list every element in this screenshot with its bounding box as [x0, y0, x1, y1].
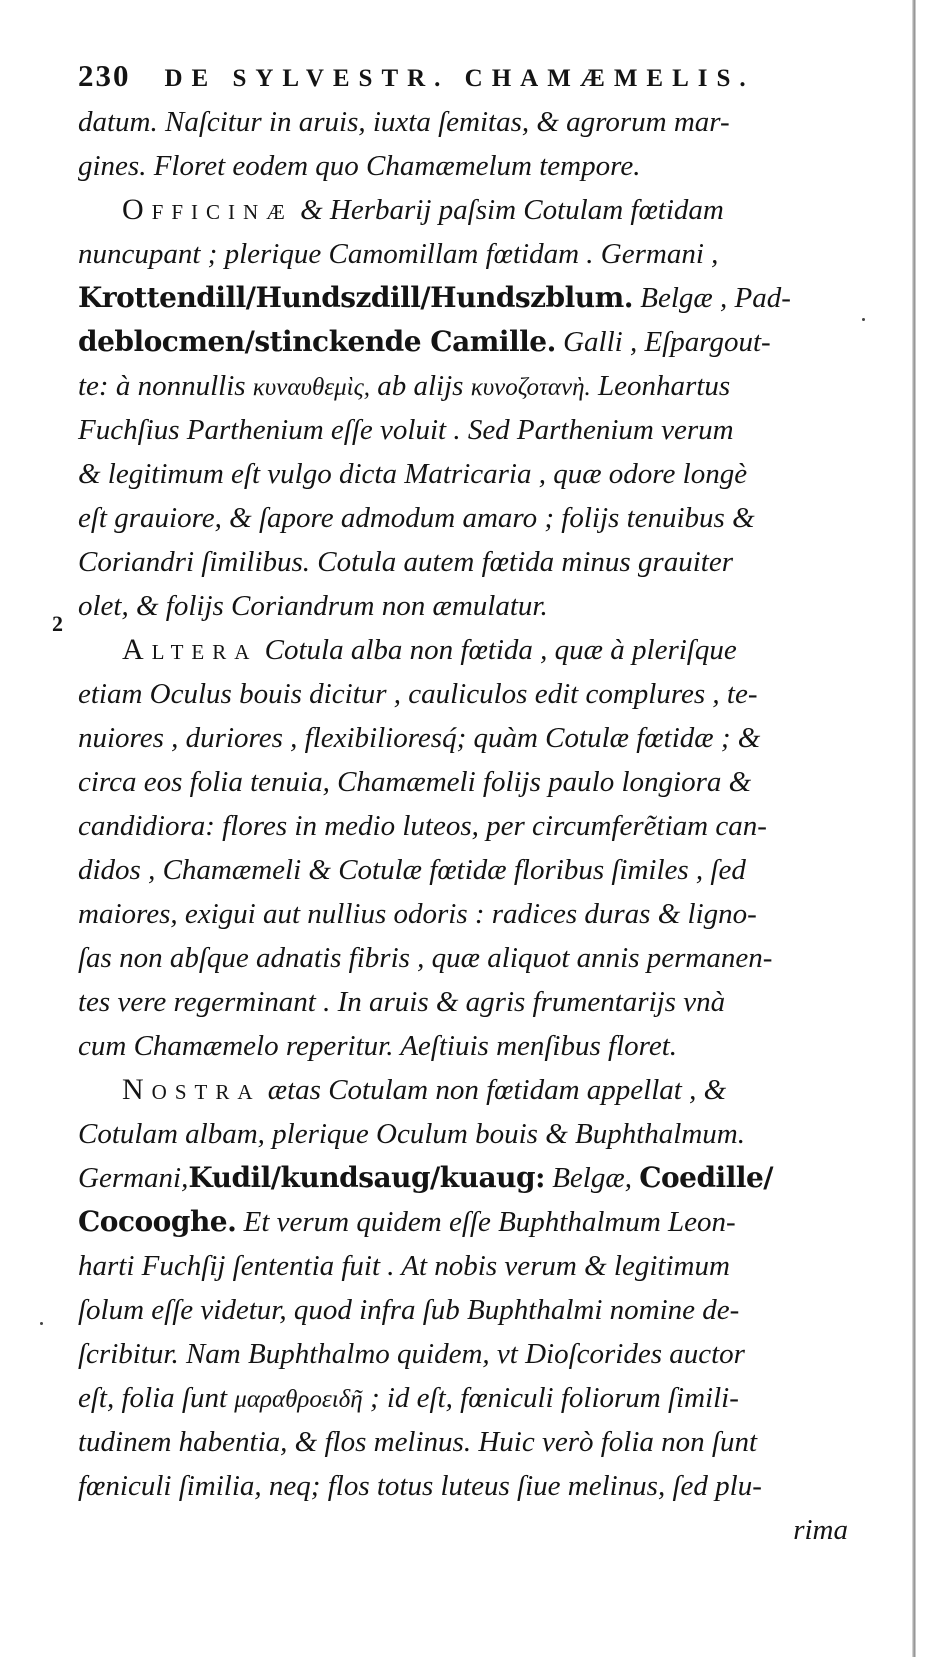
- text-line: & legitimum eſt vulgo dicta Matricaria , quæ odore longè: [78, 458, 748, 490]
- text-span: ætas Cotulam non fœtidam appellat , &: [260, 1074, 727, 1106]
- page-header: [78, 58, 838, 98]
- text-line: ſcribitur. Nam Buphthalmo quidem, vt Dioſcorides auctor: [78, 1338, 745, 1370]
- text-span: Leonhartus: [590, 370, 731, 402]
- text-line: ſas non abſque adnatis fibris , quæ aliquot annis permanen-: [78, 942, 773, 974]
- text-line: [78, 1376, 848, 1420]
- page-number: 230: [78, 58, 131, 93]
- running-head: DE SYLVESTR. CHAMÆMELIS.: [164, 65, 755, 92]
- text-span: Cotula alba non fœtida , quæ à pleriſque: [257, 634, 737, 666]
- text-line: [78, 1156, 848, 1200]
- margin-number: 2: [52, 611, 63, 636]
- text-span: & Herbarij paſsim Cotulam fœtidam: [292, 194, 724, 226]
- text-line: fœniculi ſimilia, neq; flos totus luteus ſiue melinus, ſed plu-: [78, 1470, 762, 1502]
- small-caps-word: Nostra: [122, 1073, 261, 1106]
- text-span: eſt, folia ſunt: [78, 1382, 235, 1414]
- blackletter-text: Kudil/kundsaug/kuaug:: [188, 1161, 545, 1194]
- text-span: Germani,: [78, 1162, 189, 1194]
- text-line: circa eos folia tenuia, Chamæmeli folijs paulo longiora &: [78, 766, 752, 798]
- blackletter-text: Coedille/: [639, 1161, 774, 1194]
- text-line: etiam Oculus bouis dicitur , cauliculos edit complures , te-: [78, 678, 758, 710]
- text-line: Fuchſius Parthenium eſſe voluit . Sed Parthenium verum: [78, 414, 734, 446]
- text-line: tudinem habentia, & flos melinus. Huic verò folia non ſunt: [78, 1426, 758, 1458]
- print-speck: [40, 1322, 43, 1325]
- text-line: harti Fuchſij ſententia fuit . At nobis verum & legitimum: [78, 1250, 730, 1282]
- print-speck: [862, 318, 865, 321]
- text-line: ſolum eſſe videtur, quod infra ſub Buphthalmi nomine de-: [78, 1294, 740, 1326]
- text-line: [78, 188, 848, 232]
- text-line: nuiores , duriores , flexibilioresq́; quàm Cotulæ fœtidæ ; &: [78, 722, 761, 754]
- text-span: Galli , Eſpargout-: [555, 326, 771, 358]
- small-caps-word: Officinæ: [122, 193, 293, 226]
- greek-text: μαραθροειδῆ: [234, 1386, 363, 1413]
- text-span: Belgæ,: [544, 1162, 640, 1194]
- page-edge-shadow: [912, 0, 916, 1657]
- text-line: [78, 276, 848, 320]
- text-span: Et verum quidem eſſe Buphthalmum Leon-: [236, 1206, 736, 1238]
- text-line: nuncupant ; plerique Camomillam fœtidam . Germani ,: [78, 238, 719, 270]
- text-line: [78, 628, 848, 672]
- text-line: [78, 364, 848, 408]
- greek-text: κυνοζοτανὴ.: [470, 374, 591, 401]
- text-line: candidiora: flores in medio luteos, per circumferẽtiam can-: [78, 810, 767, 842]
- text-line: olet, & folijs Coriandrum non æmulatur.: [78, 590, 548, 622]
- catchword: rima: [793, 1514, 848, 1546]
- blackletter-text: Krottendill/Hundszdill/Hundszblum.: [78, 281, 634, 314]
- text-span: Belgæ , Pad-: [633, 282, 791, 314]
- text-line: didos , Chamæmeli & Cotulæ fœtidæ floribus ſimiles , ſed: [78, 854, 746, 886]
- text-line: Coriandri ſimilibus. Cotula autem fœtida minus grauiter: [78, 546, 733, 578]
- small-caps-word: Altera: [122, 633, 258, 666]
- greek-text: κυναυθεμὶς,: [252, 374, 370, 401]
- blackletter-text: deblocmen/stinckende Camille.: [78, 325, 556, 358]
- text-line: cum Chamæmelo reperitur. Aeſtiuis menſibus floret.: [78, 1030, 678, 1062]
- text-line: [78, 1068, 848, 1112]
- text-line: Cotulam albam, plerique Oculum bouis & Buphthalmum.: [78, 1118, 745, 1150]
- text-span: te: à nonnullis: [78, 370, 253, 402]
- blackletter-text: Cocooghe.: [78, 1205, 237, 1238]
- text-span: ab alijs: [369, 370, 471, 402]
- text-span: ; id eſt, fœniculi foliorum ſimili-: [362, 1382, 739, 1414]
- text-line: datum. Naſcitur in aruis, iuxta ſemitas, & agrorum mar-: [78, 106, 730, 138]
- text-line: maiores, exigui aut nullius odoris : radices duras & ligno-: [78, 898, 757, 930]
- text-line: eſt grauiore, & ſapore admodum amaro ; folijs tenuibus &: [78, 502, 755, 534]
- text-line: gines. Floret eodem quo Chamæmelum tempore.: [78, 150, 641, 182]
- text-line: tes vere regerminant . In aruis & agris frumentarijs vnà: [78, 986, 726, 1018]
- text-line: [78, 1200, 848, 1244]
- text-line: [78, 320, 848, 364]
- body-text: [78, 100, 848, 1552]
